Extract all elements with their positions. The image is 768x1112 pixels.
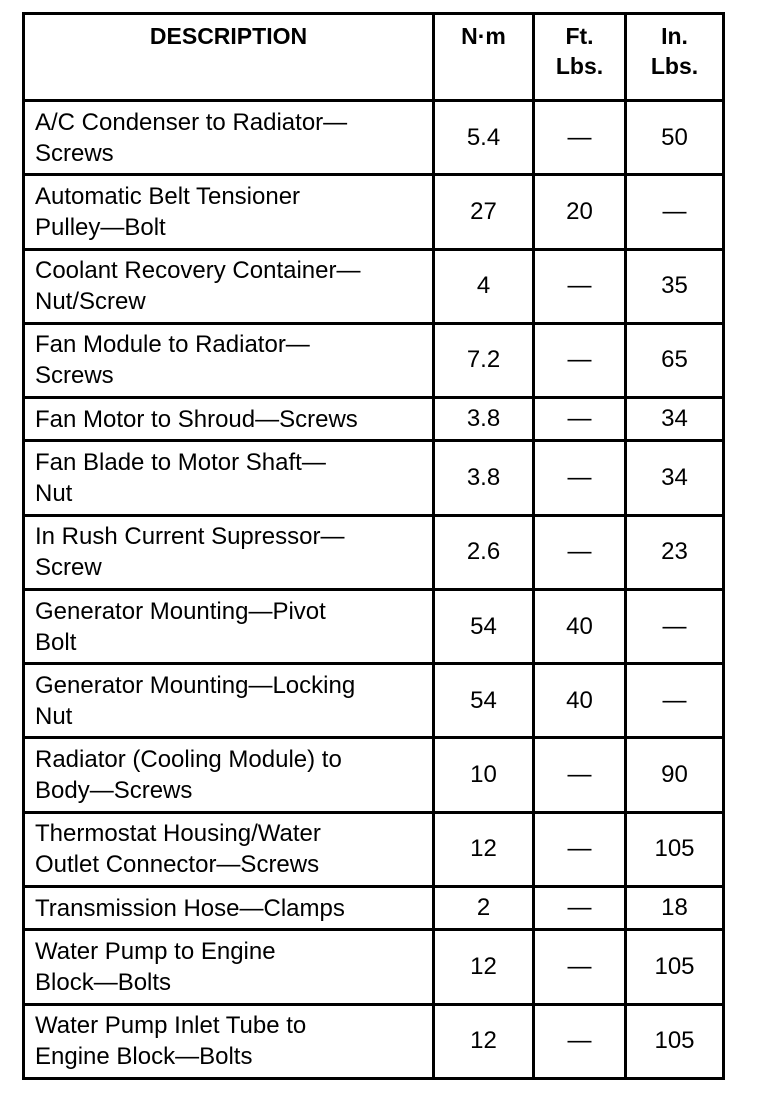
nm-cell: 7.2 [434,323,534,397]
table-row [24,249,724,323]
ft-lbs-cell: — [534,101,626,175]
description-cell [24,1004,434,1078]
table-row [24,175,724,249]
header-in-line1: In. [661,23,688,49]
description-line2: Pulley—Bolt [35,213,166,241]
header-row [24,14,724,101]
description-line1: Fan Blade to Motor Shaft— [35,449,326,477]
description-cell [24,441,434,515]
header-in-lbs [626,14,724,101]
description-line2: Nut [35,702,73,730]
in-lbs-cell: 35 [626,249,724,323]
header-ft-line2: Lbs. [555,53,604,79]
table-row [24,515,724,589]
description-cell [24,249,434,323]
header-nm [434,14,534,101]
description-line2: Nut/Screw [35,288,146,316]
ft-lbs-cell: 40 [534,664,626,738]
description-line1: A/C Condenser to Radiator— [35,108,348,136]
description-line2: Screws [35,362,114,390]
description-cell [24,886,434,929]
table-row [24,738,724,812]
in-lbs-cell: 18 [626,886,724,929]
ft-lbs-cell: — [534,886,626,929]
header-ft-line1: Ft. [565,23,594,49]
description-line2: Screws [35,139,114,167]
header-nm-label: N·m [461,23,506,49]
header-in-line2: Lbs. [650,53,699,79]
description-cell [24,738,434,812]
ft-lbs-cell: — [534,515,626,589]
description-line1: Fan Motor to Shroud—Screws [35,405,358,433]
in-lbs-cell: 105 [626,812,724,886]
description-cell [24,515,434,589]
description-line1: Coolant Recovery Container— [35,257,361,285]
in-lbs-cell: 90 [626,738,724,812]
in-lbs-cell: 105 [626,1004,724,1078]
description-line1: Water Pump Inlet Tube to [35,1012,307,1040]
ft-lbs-cell: — [534,1004,626,1078]
ft-lbs-cell: — [534,398,626,441]
description-line1: Thermostat Housing/Water [35,820,321,848]
in-lbs-cell: — [626,175,724,249]
nm-cell: 12 [434,812,534,886]
header-description-label: DESCRIPTION [149,23,308,49]
table-row [24,398,724,441]
header-description [24,14,434,101]
nm-cell: 12 [434,1004,534,1078]
description-cell [24,812,434,886]
nm-cell: 2 [434,886,534,929]
header-ft-lbs [534,14,626,101]
nm-cell: 12 [434,930,534,1004]
ft-lbs-cell: — [534,738,626,812]
torque-spec-table [22,12,725,1080]
description-line2: Outlet Connector—Screws [35,851,320,879]
nm-cell: 3.8 [434,441,534,515]
description-line2: Bolt [35,628,77,656]
in-lbs-cell: 65 [626,323,724,397]
description-line2: Engine Block—Bolts [35,1043,253,1071]
description-cell [24,323,434,397]
description-line1: Water Pump to Engine [35,937,276,965]
table-row [24,886,724,929]
table-row [24,812,724,886]
nm-cell: 54 [434,589,534,663]
nm-cell: 27 [434,175,534,249]
table-row [24,441,724,515]
nm-cell: 4 [434,249,534,323]
description-cell [24,175,434,249]
in-lbs-cell: — [626,664,724,738]
in-lbs-cell: — [626,589,724,663]
description-cell [24,398,434,441]
description-line1: In Rush Current Supressor— [35,523,345,551]
table-row [24,101,724,175]
description-line1: Generator Mounting—Pivot [35,597,326,625]
in-lbs-cell: 23 [626,515,724,589]
ft-lbs-cell: — [534,441,626,515]
table-row [24,323,724,397]
nm-cell: 54 [434,664,534,738]
ft-lbs-cell: — [534,930,626,1004]
description-line2: Block—Bolts [35,968,172,996]
in-lbs-cell: 105 [626,930,724,1004]
table-row [24,664,724,738]
nm-cell: 5.4 [434,101,534,175]
table-row [24,1004,724,1078]
ft-lbs-cell: — [534,812,626,886]
ft-lbs-cell: 20 [534,175,626,249]
description-line1: Fan Module to Radiator— [35,331,310,359]
ft-lbs-cell: — [534,249,626,323]
description-cell [24,930,434,1004]
description-line2: Nut [35,480,73,508]
in-lbs-cell: 34 [626,441,724,515]
nm-cell: 3.8 [434,398,534,441]
description-cell [24,664,434,738]
description-line1: Transmission Hose—Clamps [35,894,345,922]
description-line1: Generator Mounting—Locking [35,671,356,699]
table-row [24,930,724,1004]
description-line2: Screw [35,554,102,582]
in-lbs-cell: 34 [626,398,724,441]
table-row [24,589,724,663]
in-lbs-cell: 50 [626,101,724,175]
description-cell [24,589,434,663]
description-line1: Radiator (Cooling Module) to [35,746,342,774]
description-cell [24,101,434,175]
nm-cell: 10 [434,738,534,812]
description-line1: Automatic Belt Tensioner [35,182,301,210]
description-line2: Body—Screws [35,777,193,805]
ft-lbs-cell: 40 [534,589,626,663]
ft-lbs-cell: — [534,323,626,397]
nm-cell: 2.6 [434,515,534,589]
